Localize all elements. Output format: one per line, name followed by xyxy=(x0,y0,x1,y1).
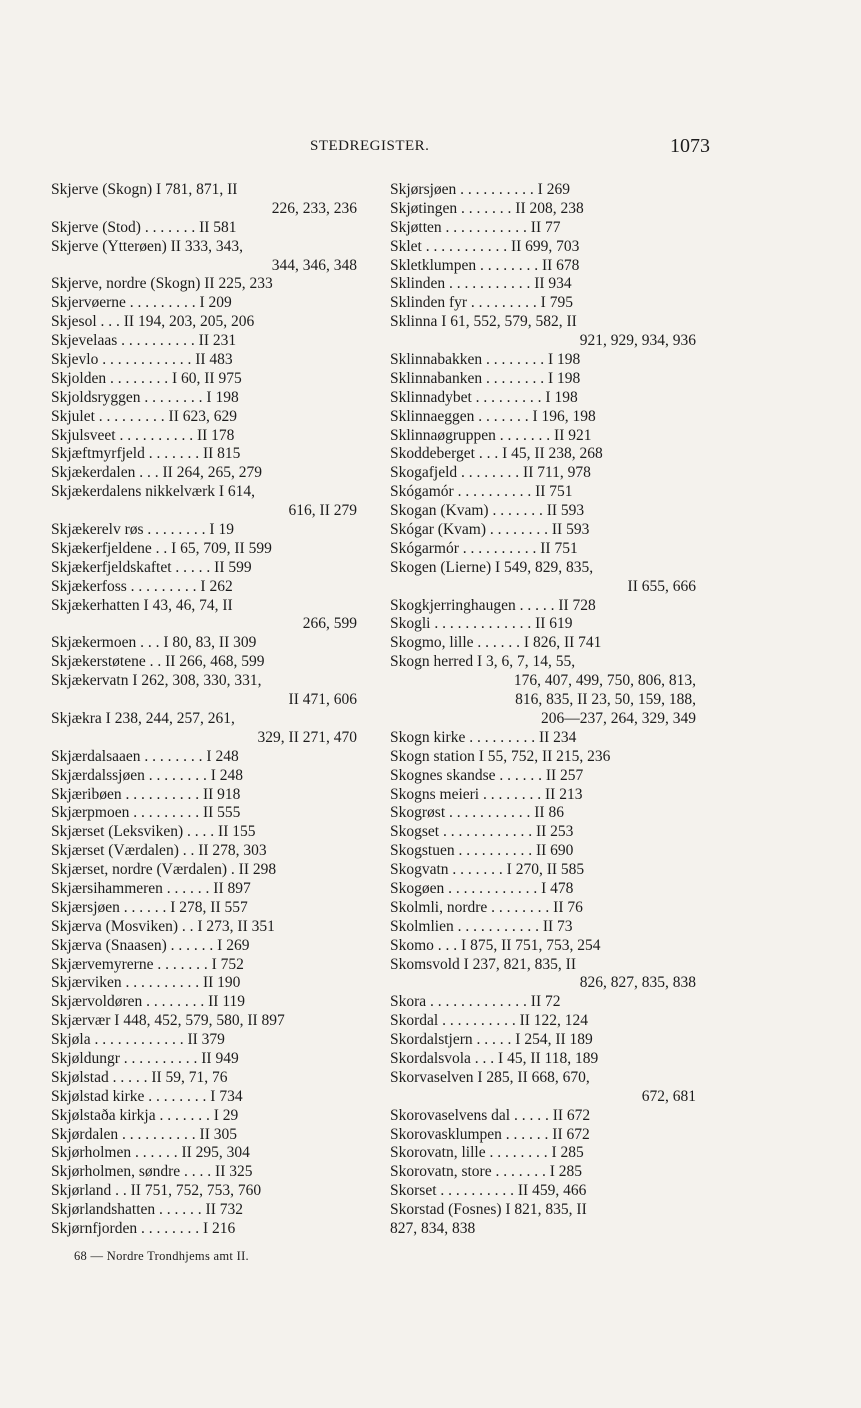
index-entry: Skogan (Kvam) . . . . . . . II 593 xyxy=(390,502,585,520)
index-entry: Skjækerfjeldene . . I 65, 709, II 599 xyxy=(51,539,272,557)
index-entry: Skjærdalsaaen . . . . . . . . I 248 xyxy=(51,747,239,765)
page-header xyxy=(310,135,710,162)
index-entry: Skjæribøen . . . . . . . . . . II 918 xyxy=(51,785,241,803)
index-entry: Skjæftmyrfjeld . . . . . . . II 815 xyxy=(51,445,241,463)
index-entry: Skjærsjøen . . . . . . I 278, II 557 xyxy=(51,898,248,916)
page-number: 1073 xyxy=(670,135,710,157)
index-entry: Skjærviken . . . . . . . . . . II 190 xyxy=(51,974,241,992)
index-entry-continuation: 816, 835, II 23, 50, 159, 188, xyxy=(515,691,696,709)
index-entry: Skjærva (Snaasen) . . . . . . I 269 xyxy=(51,936,250,954)
index-entry: Skorovasklumpen . . . . . . II 672 xyxy=(390,1125,590,1143)
index-entry: Skorovatn, store . . . . . . . I 285 xyxy=(390,1163,583,1181)
index-entry: Skjoldsryggen . . . . . . . . I 198 xyxy=(51,388,239,406)
index-entry: Skógamór . . . . . . . . . . II 751 xyxy=(390,483,573,501)
index-entry: Skjækerdalens nikkelværk I 614, xyxy=(51,483,256,501)
index-entry: Skjørsjøen . . . . . . . . . . I 269 xyxy=(390,181,570,198)
index-entry: Sklinden . . . . . . . . . . . II 934 xyxy=(390,275,572,293)
index-entry: Skogmo, lille . . . . . . I 826, II 741 xyxy=(390,634,602,652)
index-entry: Skjervøerne . . . . . . . . . I 209 xyxy=(51,294,232,312)
index-entry: Skora . . . . . . . . . . . . . II 72 xyxy=(390,993,561,1011)
index-entry: Skogrøst . . . . . . . . . . . II 86 xyxy=(390,804,564,822)
index-entry: Skjækermoen . . . I 80, 83, II 309 xyxy=(51,634,257,652)
index-entry: Skjærva (Mosviken) . . I 273, II 351 xyxy=(51,917,275,935)
index-entry: Skogafjeld . . . . . . . . II 711, 978 xyxy=(390,464,591,482)
index-entry: Skordal . . . . . . . . . . II 122, 124 xyxy=(390,1012,589,1030)
index-entry: Skjulet . . . . . . . . . II 623, 629 xyxy=(51,407,237,425)
index-entry-continuation: 616, II 279 xyxy=(288,502,357,520)
index-entry: Skjørland . . II 751, 752, 753, 760 xyxy=(51,1182,262,1200)
index-entry: Skogli . . . . . . . . . . . . . II 619 xyxy=(390,615,573,633)
index-entry: Skjækerelv røs . . . . . . . . I 19 xyxy=(51,521,234,539)
index-entry: Skogstuen . . . . . . . . . . II 690 xyxy=(390,842,574,860)
index-entry: Skjærvoldøren . . . . . . . . II 119 xyxy=(51,993,246,1011)
index-entry: Skjølstad . . . . . II 59, 71, 76 xyxy=(51,1068,228,1086)
index-entry: Skolmlien . . . . . . . . . . . II 73 xyxy=(390,917,573,935)
index-entry: Skogøen . . . . . . . . . . . . I 478 xyxy=(390,879,574,897)
page-title: STEDREGISTER. xyxy=(310,138,430,154)
index-entry: Sklinden fyr . . . . . . . . . I 795 xyxy=(390,294,573,312)
index-entry: Skogn kirke . . . . . . . . . II 234 xyxy=(390,728,577,746)
index-entry: Skjøla . . . . . . . . . . . . II 379 xyxy=(51,1031,225,1049)
index-entry-continuation: 826, 827, 835, 838 xyxy=(579,974,696,992)
index-entry: Skjækerfjeldskaftet . . . . . II 599 xyxy=(51,558,252,576)
index-entry: Skogn herred I 3, 6, 7, 14, 55, xyxy=(390,653,576,671)
index-entry-continuation: 921, 929, 934, 936 xyxy=(579,332,696,350)
index-entry: Skogset . . . . . . . . . . . . II 253 xyxy=(390,823,574,841)
index-entry: Skjærset (Værdalen) . . II 278, 303 xyxy=(51,842,267,860)
index-entry-continuation: 206—237, 264, 329, 349 xyxy=(541,709,696,727)
index-entry: Sklinnaeggen . . . . . . . I 196, 198 xyxy=(390,407,596,425)
index-entry: Skordalstjern . . . . . I 254, II 189 xyxy=(390,1031,593,1049)
index-entry: Skjørholmen, søndre . . . . II 325 xyxy=(51,1163,253,1181)
index-entry: Skletklumpen . . . . . . . . II 678 xyxy=(390,256,580,274)
index-entry: Skogvatn . . . . . . . I 270, II 585 xyxy=(390,861,585,879)
index-entry: Sklet . . . . . . . . . . . II 699, 703 xyxy=(390,237,580,255)
index-entry: Skogkjerringhaugen . . . . . II 728 xyxy=(390,596,596,614)
index-entry: Skjerve (Stod) . . . . . . . II 581 xyxy=(51,218,237,236)
index-entry: Skoddeberget . . . I 45, II 238, 268 xyxy=(390,445,603,463)
index-entry: Skogn station I 55, 752, II 215, 236 xyxy=(390,747,611,765)
index-entry: Skjerve, nordre (Skogn) II 225, 233 xyxy=(51,275,273,293)
index-entry: Skjevlo . . . . . . . . . . . . II 483 xyxy=(51,351,233,369)
index-entry-continuation: 329, II 271, 470 xyxy=(257,728,357,746)
index-entry: Skjærset (Leksviken) . . . . II 155 xyxy=(51,823,256,841)
index-entry: Skjørnfjorden . . . . . . . . I 216 xyxy=(51,1219,236,1237)
index-entry: Skjækerhatten I 43, 46, 74, II xyxy=(51,596,233,614)
index-entry: Sklinnaøgruppen . . . . . . . II 921 xyxy=(390,426,592,444)
index-entry: Skjesol . . . II 194, 203, 205, 206 xyxy=(51,313,255,331)
index-entry: Sklinna I 61, 552, 579, 582, II xyxy=(390,313,577,331)
index-entry: Skjærdalssjøen . . . . . . . . I 248 xyxy=(51,766,244,784)
index-entry: Skjækerstøtene . . II 266, 468, 599 xyxy=(51,653,265,671)
index-entry: Skjækervatn I 262, 308, 330, 331, xyxy=(51,672,262,690)
index-entry: Skogen (Lierne) I 549, 829, 835, xyxy=(390,558,594,576)
index-entry-continuation: 672, 681 xyxy=(641,1087,696,1105)
index-entry: Skjøtingen . . . . . . . II 208, 238 xyxy=(390,199,584,217)
index-entry: Sklinnabakken . . . . . . . . I 198 xyxy=(390,351,581,369)
index-entry: Sklinnabanken . . . . . . . . I 198 xyxy=(390,369,581,387)
index-column-right xyxy=(390,181,696,1239)
index-entry: Skjerve (Skogn) I 781, 871, II xyxy=(51,181,238,198)
index-entry: Skógar (Kvam) . . . . . . . . II 593 xyxy=(390,521,590,539)
index-entry: Skjøtten . . . . . . . . . . . II 77 xyxy=(390,218,561,236)
index-entry: Skjækra I 238, 244, 257, 261, xyxy=(51,709,235,727)
index-entry: Skomsvold I 237, 821, 835, II xyxy=(390,955,576,973)
index-entry-continuation: II 655, 666 xyxy=(627,577,696,595)
index-entry: Skjølstad kirke . . . . . . . . I 734 xyxy=(51,1087,243,1105)
index-entry: Skognes skandse . . . . . . II 257 xyxy=(390,766,584,784)
index-entry: Skjærpmoen . . . . . . . . . II 555 xyxy=(51,804,241,822)
page-footer: 68 — Nordre Trondhjems amt II. xyxy=(74,1249,249,1263)
index-entry: Skorvaselven I 285, II 668, 670, xyxy=(390,1068,590,1086)
index-entry: Skjørholmen . . . . . . II 295, 304 xyxy=(51,1144,250,1162)
index-entry: Skjevelaas . . . . . . . . . . II 231 xyxy=(51,332,237,350)
index-entry: Skjerve (Ytterøen) II 333, 343, xyxy=(51,237,243,255)
index-entry: Skjærset, nordre (Værdalen) . II 298 xyxy=(51,861,277,879)
index-entry: Skjølstaða kirkja . . . . . . . I 29 xyxy=(51,1106,239,1124)
index-entry: Skogns meieri . . . . . . . . II 213 xyxy=(390,785,583,803)
index-entry: Skjækerfoss . . . . . . . . . I 262 xyxy=(51,577,233,595)
index-entry-continuation: 226, 233, 236 xyxy=(271,199,357,217)
index-entry: Sklinnadybet . . . . . . . . . I 198 xyxy=(390,388,578,406)
index-entry: Skjækerdalen . . . II 264, 265, 279 xyxy=(51,464,262,482)
index-entry-continuation: 176, 407, 499, 750, 806, 813, xyxy=(513,672,696,690)
index-entry: Skorovaselvens dal . . . . . II 672 xyxy=(390,1106,591,1124)
index-entry: Skjolden . . . . . . . . I 60, II 975 xyxy=(51,369,242,387)
index-entry: Skomo . . . I 875, II 751, 753, 254 xyxy=(390,936,601,954)
index-entry: 827, 834, 838 xyxy=(390,1219,476,1237)
index-entry: Skolmli, nordre . . . . . . . . II 76 xyxy=(390,898,583,916)
index-entry: Skjørlandshatten . . . . . . II 732 xyxy=(51,1201,244,1219)
index-entry-continuation: 266, 599 xyxy=(302,615,357,633)
index-entry: Skógarmór . . . . . . . . . . II 751 xyxy=(390,539,578,557)
index-entry: Skjærsihammeren . . . . . . II 897 xyxy=(51,879,251,897)
index-entry: Skjøldungr . . . . . . . . . . II 949 xyxy=(51,1049,239,1067)
index-entry: Skjærvær I 448, 452, 579, 580, II 897 xyxy=(51,1012,285,1030)
index-entry: Skjærvemyrerne . . . . . . . I 752 xyxy=(51,955,244,973)
index-entry-continuation: 344, 346, 348 xyxy=(271,256,357,274)
index-entry-continuation: II 471, 606 xyxy=(288,691,357,709)
index-entry: Skorstad (Fosnes) I 821, 835, II xyxy=(390,1201,587,1219)
index-entry: Skjørdalen . . . . . . . . . . II 305 xyxy=(51,1125,237,1143)
index-entry: Skorovatn, lille . . . . . . . . I 285 xyxy=(390,1144,584,1162)
index-column-left xyxy=(51,181,357,1239)
index-entry: Skjulsveet . . . . . . . . . . II 178 xyxy=(51,426,235,444)
index-entry: Skordalsvola . . . I 45, II 118, 189 xyxy=(390,1049,599,1067)
index-entry: Skorset . . . . . . . . . . II 459, 466 xyxy=(390,1182,587,1200)
